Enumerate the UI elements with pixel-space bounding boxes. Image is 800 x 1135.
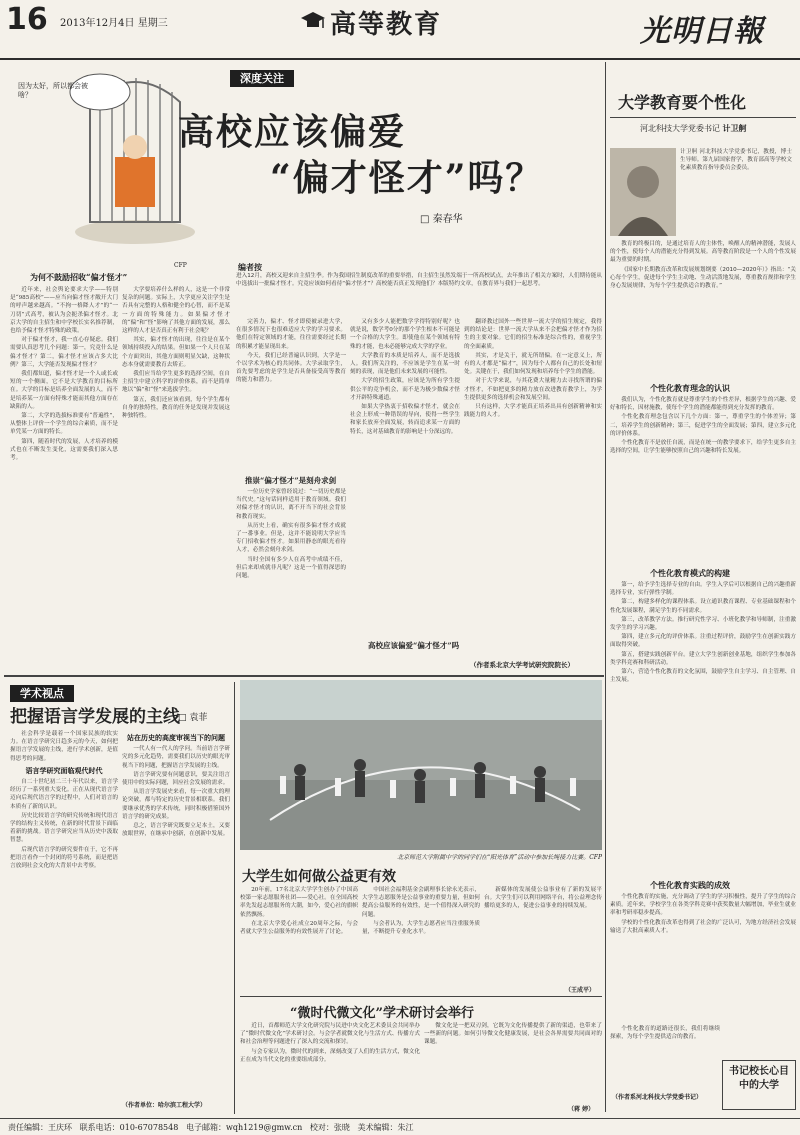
lang-tag: 学术视点 <box>10 682 74 701</box>
footer-contact: 联系电话：010-67078548 <box>79 1123 179 1132</box>
feature-col1: 近年来，社会舆论要求大学——特别是“985高校”——应当向偏才怪才敞开大门的呼声越来越高。“不拘一格降人才”的“一刀切”式高考，被认为会扼杀偏才怪才。北京大学的自主招生和中学校长实名推荐制，也给予偏才怪才特殊的政策。 对于偏才怪才，我一直心存疑虑。我们需要认真思考几个问题：第一，究竟什么是偏才怪才？第二，偏才怪才应该占多大比例？第三，大学能否发现偏才怪才？ 我们都知道，偏才怪才是一个人或长或短的一个侧面，它不是大学教育的目标所在。大学的目标是培养全面发展的人，而不是培养某一方面有特殊才能而其他方面存在缺陷的人。 第二，大学的选拔标准要有“普遍性”，从整体上评价一个学生的综合素质，而不是单凭某一方面的特长。 第四，随着时代的发展，人才培养的模式也在不断发生变化，这需要我们深入思考。 <box>10 287 118 462</box>
right-intro: 教育的终极目的，是通过培育人的主体性，唤醒人的精神潜能，发展人的个性，使每个人的潜能充分得到发展。高等教育阶段是一个人的个性发展最为重要的时期。 《国家中长期教育改革和发展规划纲要（2010—2020年）》指出：“关心每个学生，促进每个学生主动地、生动活泼地发展，尊重教育规律和学生身心发展规律，为每个学生提供适合的教育。” <box>610 241 796 290</box>
right-title: 大学教育要个性化 <box>618 93 747 112</box>
feature-author: □ 秦春华 <box>420 214 463 225</box>
lang-col1: 社会科学是载着一个国家民族的软实力。在语言学研究日趋多元的今天，如何把握语言学发展的主线，进行学术创新，是值得思考的问题。 语言学研究面临观代时代 自二十世纪初二三十年代以来，语言学经历了一系列重大变化。正在从现代语言学迈向后现代语言学的过程中，人们对语言的本质有了新的认识。 历史比较语言学的研究传统和现代语言学的结构主义传统，在新的时代背景下面临着新的挑战。语言学研究应当从历史中汲取智慧。 后现代语言学的研究要件在于，它不再把语言看作一个封闭的符号系统，而是把语言放到社会文化的大背景中去考察。 <box>10 731 118 870</box>
section-title: 高等教育 <box>330 10 443 40</box>
sub-heading-2: 推崇“偏才怪才”是刻舟求剑 <box>245 476 337 485</box>
gongyi-col2: 中国社会福利基金会副理事长徐永光表示，大学生志愿服务是公益事业的重要力量，但如何提高公益服务的有效性，是一个值得深入研究的问题。 与会者认为，大学生志愿者应当注重服务质量，不断提升专业化水平。 <box>362 887 480 936</box>
weiwen-col2: 微文化是一把双刃剑，它既为文化传播提供了新的渠道，也带来了一些新的问题。如何引导微文化健康发展，是社会各界需要共同面对的课题。 <box>424 1023 602 1046</box>
footer-art: 美术编辑：朱江 <box>357 1123 414 1132</box>
page-footer <box>0 1118 800 1135</box>
date-line: 2013年12月4日 星期三 <box>60 18 168 29</box>
feature-col3: 完善力，偏才、怪才即使被录进大学，在很多情况下也很难适应大学的学习要求。他们在特定领域的才能，往往需要经过长期的积累才能显现出来。 今天，我们已经普遍认识到，大学是一个以学术为核心的共同体。大学录取学生，首先要考虑的是学生是否具备接受高等教育的能力和潜力。 <box>236 319 346 384</box>
column-banner: 书记校长心目中的大学 <box>722 1060 796 1110</box>
gongyi-title: 大学生如何做公益更有效 <box>242 869 396 885</box>
right-footnote: （作者系河北科技大学党委书记） <box>612 1094 703 1101</box>
lang-byline: （作者单位：哈尔滨工程大学） <box>122 1102 207 1109</box>
page-number: 16 <box>6 2 48 37</box>
photo-caption: 北京师范大学附属中学的同学们在“阳光体育”活动中参加长绳接力比赛。CFP <box>397 854 602 861</box>
gongyi-col3: 新媒体的发展使公益事业有了新的发展平台。大学生们可以利用网络平台，将公益理念传播给更多的人，促进公益事业的持续发展。 <box>484 887 602 910</box>
author-portrait <box>610 148 676 236</box>
cartoon-credit: CFP <box>174 262 187 269</box>
editor-heading: 编者按 <box>238 262 262 272</box>
feature-col2: 大学要培养什么样的人，这是一个非常复杂的问题。实际上，大学更应关注学生是否具有完整的人格和健全的心智，而不是某一方面的特殊能力。如果偏才怪才的“偏”和“怪”影响了其他方面的发展，那么这样的人才是否真正有利于社会呢？ 其实，偏才怪才的出现，往往是在某个领域持续投入的结果。但如果一个人只在某个方面突出，其他方面则明显欠缺，这种状态本身就需要教育去矫正。 我们应当给学生更多的选择空间，在自主招生中建立科学的评价体系，而不是简单地以“偏”和“怪”来选拔学生。 第五，我们还应该看到，每个学生都有自身的独特性，教育的任务是发现并发展这种独特性。 <box>122 287 230 420</box>
feature-title-line2: “偏才怪才”吗？ <box>270 157 544 199</box>
right-h3: 个性化教育实践的成效 <box>650 880 730 890</box>
masthead: 光明日報 <box>640 14 764 49</box>
lang-title: 把握语言学发展的主线 <box>10 707 180 727</box>
editor-note: 进入12月，高校又迎来自主招生季。作为我国招生制度改革的重要举措，自主招生虽然发端于一所高校试点，去年推出了相关方案时，人们期待能从中选拔出一批偏才怪才。究竟应该如何看待“偏才怪才”？高校能否真正发现他们？本版特约文章，在教育界与我们一起思考。 <box>236 273 602 288</box>
right-affiliation: 河北科技大学党委书记 计卫舸 <box>640 123 747 133</box>
graduation-cap-icon <box>300 10 326 32</box>
right-bio: 计卫舸 河北科技大学党委书记，教授，博士生导师。第九届国家督学，教育部高等学校文化素质教育指导委员会委员。 <box>680 149 792 172</box>
right-col3: 个性化教育的实施，充分调动了学生的学习积极性，提升了学生的综合素质。近年来，学校学生在各类学科竞赛中获奖数量大幅增加，毕业生就业率和考研率稳步提高。 学校的个性化教育改革也得到了社会的广泛认可，为地方经济社会发展输送了大批高素质人才。 <box>610 894 796 934</box>
weiwen-byline: （蒋 婷） <box>568 1106 595 1113</box>
page-header <box>0 0 800 60</box>
right-col1: 我们认为，个性化教育就是尊重学生的个性差异，根据学生的兴趣、爱好和特长，因材施教，使每个学生的潜能都能得到充分发挥的教育。 个性化教育理念包含以下几个方面：第一，尊重学生的个体差异；第二，培养学生的创新精神；第三，促进学生的全面发展；第四，建立多元化的评价体系。 个性化教育不是放任自流，而是在统一的教学要求下，给学生更多自主选择的空间，让学生能够按照自己的兴趣和特长发展。 <box>610 397 796 455</box>
right-h1: 个性化教育理念的认识 <box>650 383 730 393</box>
news-photo <box>240 680 602 850</box>
feature-col4: 又有多少人能把数学学得特别好呢？也就是说，数学考0分的那个学生根本不可能是一个合格的大学生。即使他在某个领域有特殊的才能，也未必能够完成大学的学业。 大学教育的本质是培养人，而不是选拔人。我们所关注的，不应该是学生在某一时刻的表现，而是他们未来发展的可能性。 大学的招生政策，应该是为所有学生提供公平的竞争机会，而不是为极少数偏才怪才开辟特殊通道。 如果大学热衷于招收偏才怪才，就会在社会上形成一种错误的导向，使得一些学生和家长放弃全面发展，转而追求某一方面的特长，这对基础教育的影响是十分深远的。 <box>350 319 460 435</box>
gongyi-col1: 20年前，17名北京大学学生创办了中国高校第一家志愿服务社团——爱心社。在全国高校率先发起志愿服务的大潮，如今，爱心社的旗帜依然飘扬。 在北京大学爱心社成立20周年之际，与会者就大学生公益服务的有效性展开了讨论。 <box>240 887 358 936</box>
footer-email: 电子邮箱：wqh1219@gmw.cn <box>185 1123 303 1132</box>
feature-col3b: 一位历史学家曾经说过：“一切历史都是当代史。”这句话同样适用于教育领域。我们对偏才怪才的认识，离不开当下的社会背景和教育现实。 从历史上看，确实有很多偏才怪才成就了一番事业。但是，这并不能说明大学应当专门招收偏才怪才。如果用静态的眼光看待人才，必然会刻舟求剑。 当时全国有多少人在高考中成绩不佳，但后来却成就非凡呢？这是一个值得深思的问题。 <box>236 489 346 580</box>
lang-author: □ 袁菲 <box>178 713 208 723</box>
lang-col2: 站在历史的高度审视当下的问题 一代人有一代人的学问。当前语言学研究的多元化趋势，需要我们以历史的眼光审视当下的问题，把握语言学发展的主线。 语言学研究要有问题意识，要关注语言使用中的实际问题，回应社会发展的需求。 从语言学发展史来看，每一次重大的理论突破，都与特定的历史背景相联系。我们要继承优秀的学术传统，同时积极借鉴国外语言学的研究成果。 总之，语言学研究既要立足本土，又要放眼世界，在继承中创新，在创新中发展。 <box>122 733 230 838</box>
weiwen-title: “微时代微文化”学术研讨会举行 <box>290 1006 474 1021</box>
feature-title-line1: 高校应该偏爱 <box>178 111 407 153</box>
feature-footnote: （作者系北京大学考试研究院院长） <box>470 661 574 669</box>
kicker-tag: 深度关注 <box>230 67 294 86</box>
right-col2: 第一，给予学生选择专业的自由。学生入学后可以根据自己的兴趣重新选择专业，实行弹性学制。 第二，构建多样化的课程体系。设立通识教育课程、专业基础课程和个性化发展课程，满足学生的不同需求。 第三，改革教学方法。推行研究性学习、小班化教学和导师制，注重激发学生的学习兴趣。 第四，建立多元化的评价体系。注重过程评价，鼓励学生在创新实践方面取得突破。 第五，搭建实践创新平台。建立大学生创新创业基地，组织学生参加各类学科竞赛和科研活动。 第六，营造个性化教育的文化氛围，鼓励学生自主学习、自主管理、自主发展。 <box>610 582 796 684</box>
right-h2: 个性化教育模式的构建 <box>650 568 730 578</box>
cartoon-bubble: 因为太好，所以都会被啥？ <box>18 82 88 99</box>
right-col4: 个性化教育的道路还很长，我们将继续探索，为每个学生提供适合的教育。 <box>610 1026 720 1041</box>
weiwen-col1: 近日，首都师范大学文化研究院与民进中央文化艺术委员会共同举办了“微时代微文化”学术研讨会。与会学者就微文化与生活方式、传播方式和社会治理等问题进行了深入的交流和探讨。 与会专家认为，微时代的到来，深刻改变了人们的生活方式，微文化正在成为当代文化的重要组成部分。 <box>240 1023 420 1063</box>
sub-heading-3: 高校应该偏爱“偏才怪才”吗 <box>368 641 460 650</box>
lead-heading: 为何不鼓励招收“偏才怪才” <box>30 272 128 282</box>
footer-editor: 责任编辑：王庆环 <box>8 1123 72 1132</box>
gongyi-byline: （王成平） <box>565 987 596 994</box>
footer-proofread: 校对：张晓 <box>309 1123 350 1132</box>
feature-col5: 翻译教过国外一些世界一流大学的招生规定，我得到的结论是：世界一流大学从来不会把偏才怪才作为招生的主要对象。它们的招生标准是综合性的，重视学生的全面素质。 其实，才是关于，就无所谓偏。在一定意义上，所有的人才都是“偏才”，因为每个人都有自己的长处和短处。关键在于，我们如何发现和培养每个学生的潜能。 对于大学来说，与其花费大量精力去寻找所谓的偏才怪才，不如把更多的精力放在改进教育教学上，为学生提供更多的选择机会和发展空间。 只有这样，大学才能真正培养出具有创新精神和实践能力的人才。 <box>464 319 602 419</box>
